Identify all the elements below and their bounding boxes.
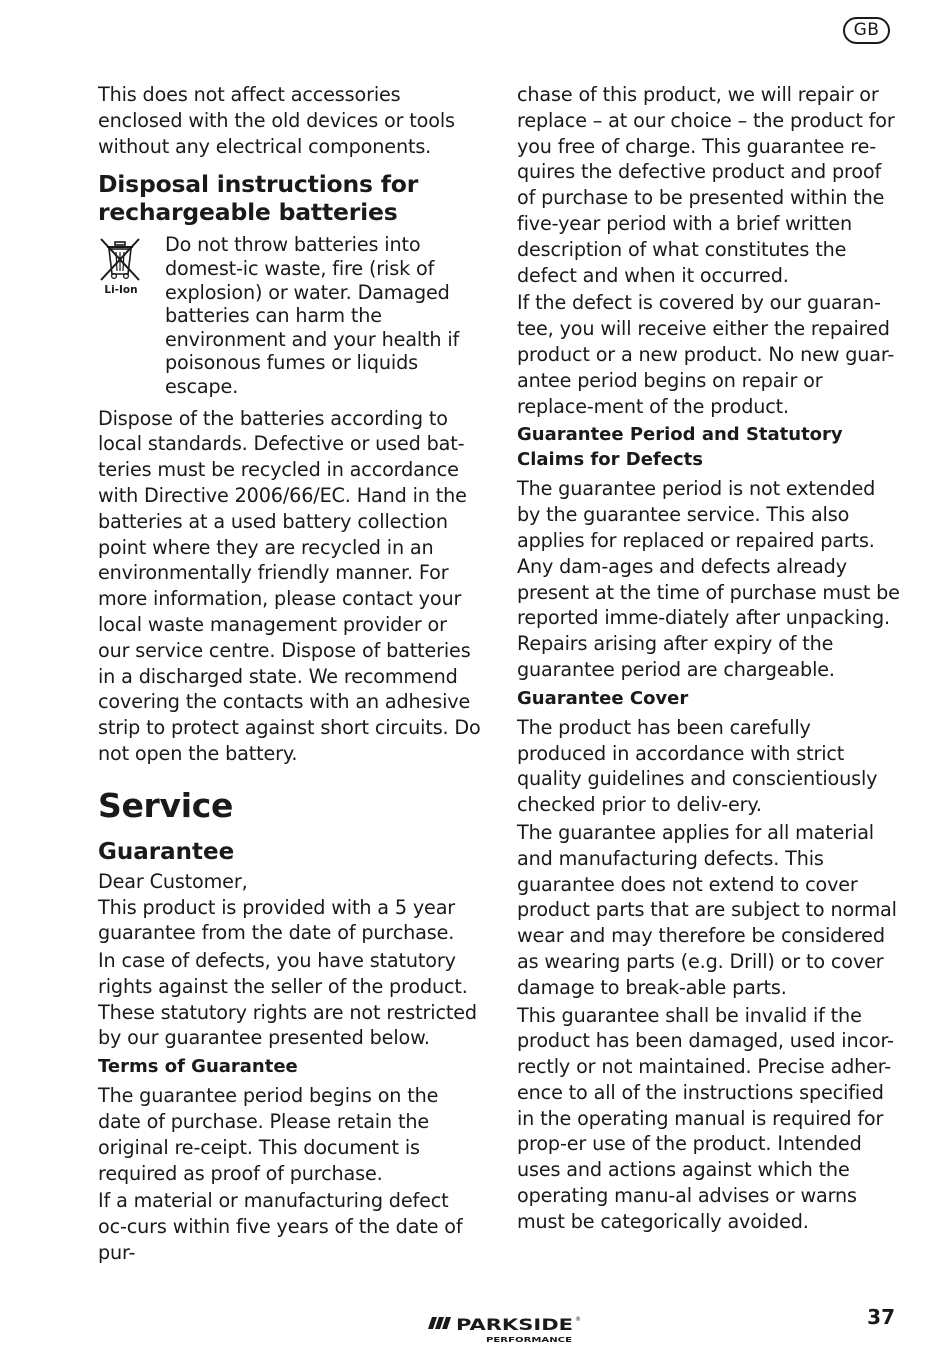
parkside-logo	[428, 1314, 580, 1348]
cover-paragraph-1: The product has been carefully produced in accordance with strict quality guidelines and conscientiously checked prior to deliv-ery.	[517, 715, 878, 817]
covered-defect-paragraph: If the defect is covered by our guaran-tee, you will receive either the repaired product or a new product. No new guar-antee period begins on repair or replace-ment of the product.	[517, 291, 895, 418]
period-paragraph: The guarantee period is not extended by the guarantee service. This also applies for replaced or repaired parts. Any dam-ages and defects already present at the time of purchase must be reported imme-diately after unpacking. Repairs arising after expiry of the guarantee period are chargeable.	[517, 477, 900, 681]
cover-paragraph-2: The guarantee applies for all material and manufacturing defects. This guarantee does not extend to cover product parts that are subject to normal wear and may therefore be considered as wearing parts (e.g. Drill) or to cover damage to break-able parts.	[517, 820, 897, 999]
brand-name: PARKSIDE	[456, 1315, 573, 1334]
brand-subline: PERFORMANCE	[486, 1336, 573, 1344]
guarantee-salutation: Dear Customer,	[98, 869, 248, 893]
brand-registered-mark: ®	[575, 1316, 581, 1323]
left-column	[98, 82, 483, 1268]
battery-warning-block	[98, 233, 483, 398]
cover-paragraph-3: This guarantee shall be invalid if the product has been damaged, used incor-rectly or not maintained. Precise adher-ence to all of the instructions specified in the operating manual is required for prop-er use of the product. Intended uses and actions against which the operating manu-al advises or warns must be categorically avoided.	[517, 1003, 894, 1233]
service-heading: Service	[98, 785, 234, 825]
language-badge: GB	[843, 17, 890, 44]
battery-warning-text: Do not throw batteries into domest-ic waste, fire (risk of explosion) or water. Damaged batteries can harm the environment and your health if poisonous fumes or liquids escape.	[165, 233, 460, 398]
statutory-rights-paragraph: In case of defects, you have statutory rights against the seller of the product. These statutory rights are not restricted by our guarantee presented below.	[98, 949, 477, 1050]
guarantee-intro: This product is provided with a 5 year guarantee from the date of purchase.	[98, 895, 456, 945]
defect-paragraph-end: chase of this product, we will repair or replace – at our choice – the product for you free of charge. This guarantee re-quires the defective product and proof of purchase to be presented within the five-year period with a brief written description of what constitutes the defect and when it occurred.	[517, 83, 895, 287]
cover-heading: Guarantee Cover	[517, 687, 689, 709]
defect-paragraph-start: If a material or manufacturing defect oc-curs within five years of the date of pur-	[98, 1189, 463, 1265]
page-number: 37	[867, 1305, 895, 1329]
li-ion-label: Li-Ion	[104, 284, 138, 297]
guarantee-heading: Guarantee	[98, 838, 235, 865]
terms-heading: Terms of Guarantee	[98, 1056, 298, 1078]
terms-paragraph: The guarantee period begins on the date of purchase. Please retain the original re-ceipt. This document is required as proof of purchase.	[98, 1084, 439, 1185]
crossed-out-bin-icon	[98, 236, 150, 298]
disposal-paragraph: Dispose of the batteries according to local standards. Defective or used bat-teries must be recycled in accordance with Directive 2006/66/EC. Hand in the batteries at a used battery collection point where they are recycled in an environmentally friendly manner. For more information, please contact your local waste management provider or our service centre. Dispose of batteries in a discharged state. We recommend covering the contacts with an adhesive strip to protect against short circuits. Do not open the battery.	[98, 406, 481, 765]
right-column	[517, 82, 902, 1237]
intro-paragraph: This does not affect accessories enclosed with the old devices or tools without any electrical components.	[98, 83, 455, 158]
disposal-heading: Disposal instructions for rechargeable batteries	[98, 170, 419, 227]
period-heading: Guarantee Period and Statutory Claims for Defects	[517, 424, 843, 471]
